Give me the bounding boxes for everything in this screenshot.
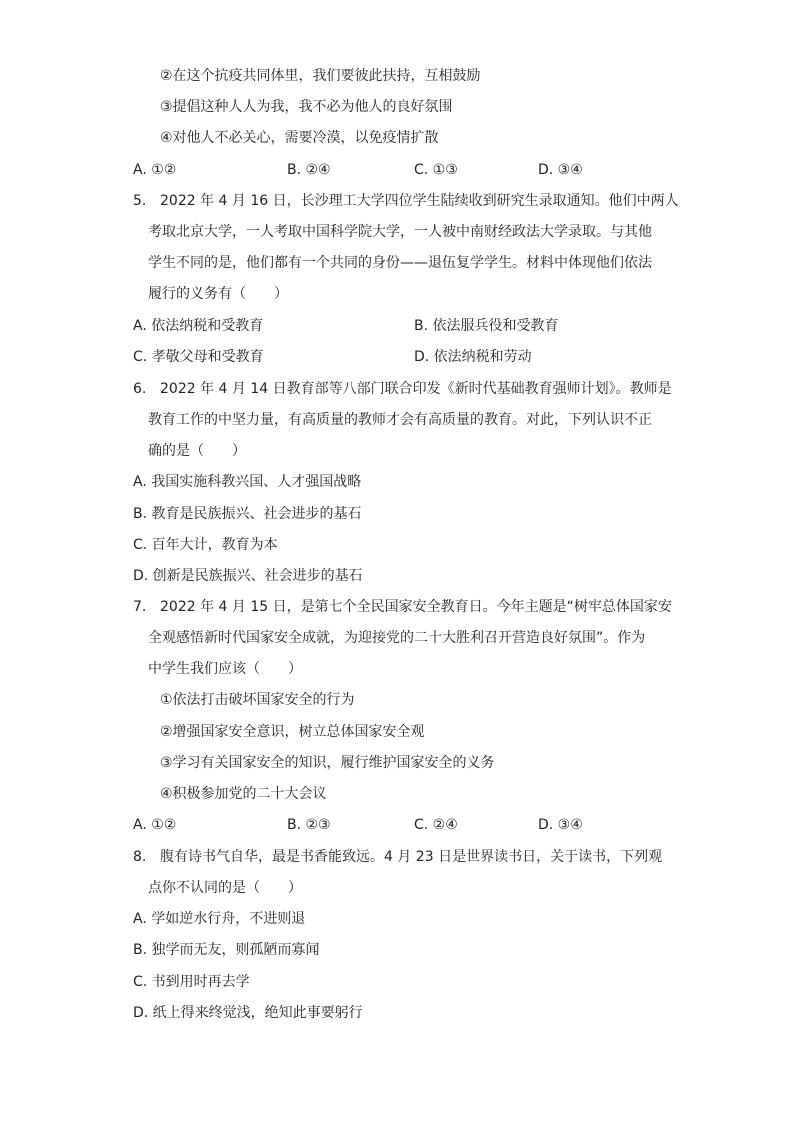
q7-line-1: 2022 年 4 月 15 日，是第七个全民国家安全教育日。今年主题是“树牢总体国家安: [160, 599, 672, 615]
q8-option-d: D. 纸上得来终觉浅，绝知此事要躬行: [133, 1005, 363, 1021]
q6-option-a: A. 我国实施科教兴国、人才强国战略: [133, 474, 362, 490]
q7-item-3: ③学习有关国家安全的知识，履行维护国家安全的义务: [160, 755, 495, 771]
q6-number: 6.: [133, 381, 147, 397]
q7-option-a: A. ①②: [133, 817, 177, 833]
q4-item-2: ②在这个抗疫共同体里，我们要彼此扶持，互相鼓励: [160, 68, 481, 84]
q5-option-a: A. 依法纳税和受教育: [133, 318, 264, 334]
q5-line-4: 履行的义务有（ ）: [148, 286, 288, 302]
q8-option-b: B. 独学而无友，则孤陋而寡闻: [133, 942, 320, 958]
q7-option-b: B. ②③: [287, 817, 331, 833]
q7-item-1: ①依法打击破坏国家安全的行为: [160, 692, 355, 708]
q5-option-b: B. 依法服兵役和受教育: [414, 318, 559, 334]
q6-line-1: 2022 年 4 月 14 日教育部等八部门联合印发《新时代基础教育强师计划》。教师是: [160, 381, 672, 397]
q8-option-a: A. 学如逆水行舟，不进则退: [133, 911, 306, 927]
q6-option-c: C. 百年大计，教育为本: [133, 537, 278, 553]
q8-line-1: 腹有诗书气自华，最是书香能致远。4 月 23 日是世界读书日，关于读书，下列观: [160, 849, 663, 865]
q7-option-d: D. ③④: [538, 817, 583, 833]
q8-number: 8.: [133, 849, 147, 865]
q4-item-3: ③提倡这种人人为我，我不必为他人的良好氛围: [160, 99, 453, 115]
q7-item-2: ②增强国家安全意识，树立总体国家安全观: [160, 724, 425, 740]
q6-line-2: 教育工作的中坚力量，有高质量的教师才会有高质量的教育。对此，下列认识不正: [148, 412, 652, 428]
q6-line-3: 确的是（ ）: [148, 443, 246, 459]
q5-option-c: C. 孝敬父母和受教育: [133, 349, 264, 365]
q4-option-b: B. ②④: [287, 162, 331, 178]
q5-line-1: 2022 年 4 月 16 日，长沙理工大学四位学生陆续收到研究生录取通知。他们中两人: [160, 193, 679, 209]
q5-line-2: 考取北京大学，一人考取中国科学院大学，一人被中南财经政法大学录取。与其他: [148, 224, 652, 240]
q8-option-c: C. 书到用时再去学: [133, 974, 250, 990]
q4-option-d: D. ③④: [538, 162, 583, 178]
q7-option-c: C. ②④: [414, 817, 458, 833]
q5-line-3: 学生不同的是，他们都有一个共同的身份——退伍复学学生。材料中体现他们依法: [148, 255, 652, 271]
q4-item-4: ④对他人不必关心，需要冷漠，以免疫情扩散: [160, 130, 439, 146]
q6-option-b: B. 教育是民族振兴、社会进步的基石: [133, 506, 362, 522]
q7-item-4: ④积极参加党的二十大会议: [160, 786, 327, 802]
q7-line-3: 中学生我们应该（ ）: [148, 661, 302, 677]
q6-option-d: D. 创新是民族振兴、社会进步的基石: [133, 568, 363, 584]
q4-option-a: A. ①②: [133, 162, 177, 178]
q5-number: 5.: [133, 193, 147, 209]
q5-option-d: D. 依法纳税和劳动: [414, 349, 532, 365]
q7-line-2: 全观感悟新时代国家安全成就，为迎接党的二十大胜利召开营造良好氛围”。作为: [148, 630, 646, 646]
q7-number: 7.: [133, 599, 147, 615]
q4-option-c: C. ①③: [414, 162, 458, 178]
q8-line-2: 点你不认同的是（ ）: [148, 880, 302, 896]
